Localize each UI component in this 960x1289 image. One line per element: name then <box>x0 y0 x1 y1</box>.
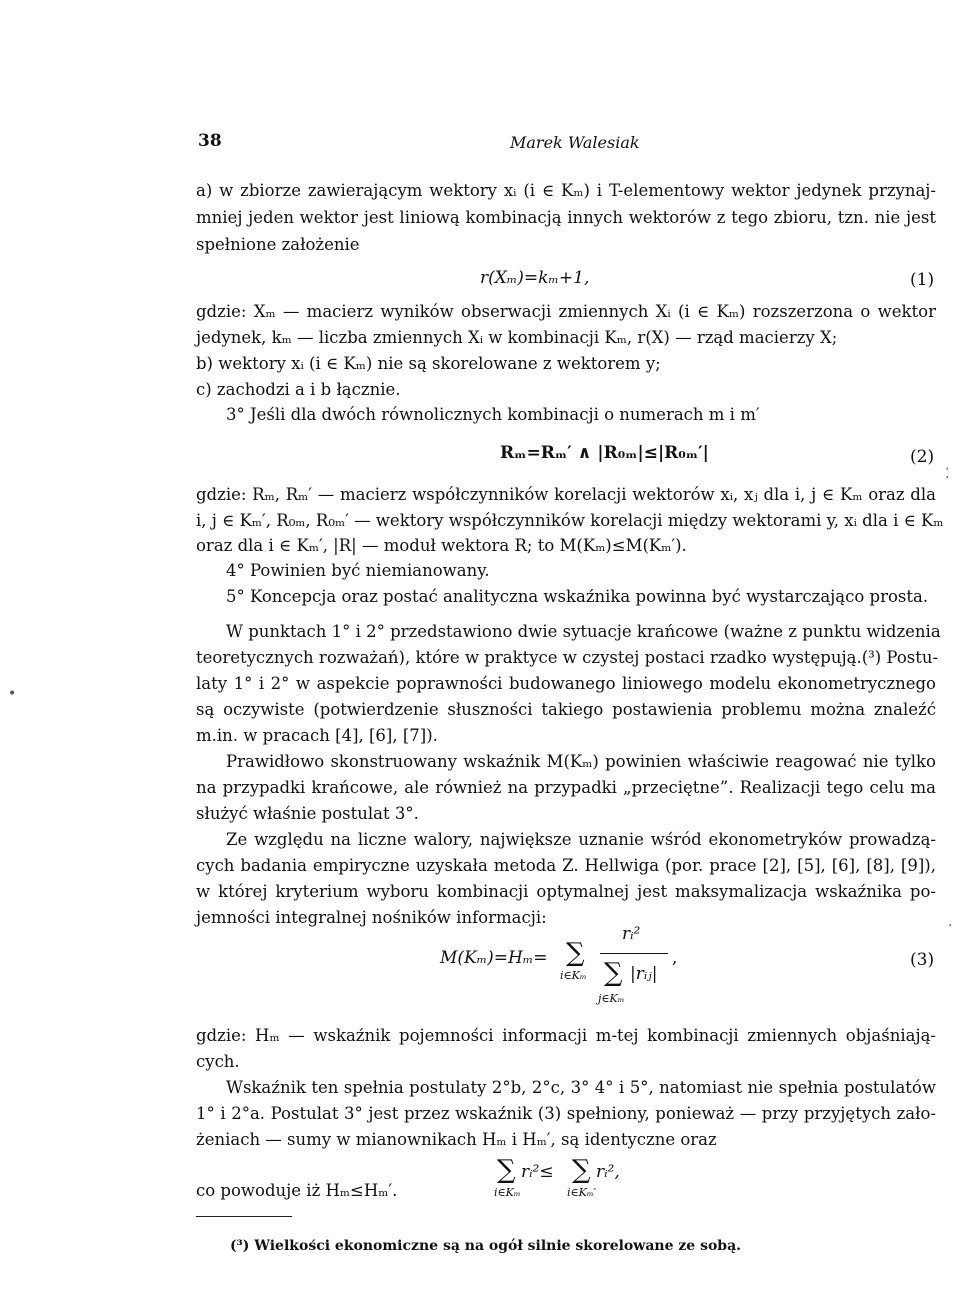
text-line: gdzie: Xₘ — macierz wyników obserwacji zmiennych Xᵢ (i ∈ Kₘ) rozszerzona o wektor <box>196 302 936 321</box>
text-line: 4° Powinien być niemianowany. <box>226 561 490 580</box>
text-line: cych badania empiryczne uzyskała metoda Z. Hellwiga (por. prace [2], [5], [6], [8], [9]), <box>196 856 936 875</box>
text-line: 3° Jeśli dla dwóch równolicznych kombinacji o numerach m i m′ <box>226 405 760 424</box>
sum-symbol: ∑ <box>566 938 585 968</box>
text-line: a) w zbiorze zawierającym wektory xᵢ (i ∈ Kₘ) i T-elementowy wektor jedynek przynaj- <box>196 181 936 200</box>
sum-symbol: ∑ <box>497 1155 516 1185</box>
equation-4-left: rᵢ²≤ <box>521 1162 554 1182</box>
sum-index: i∈Kₘ <box>560 969 587 982</box>
text-line: jedynek, kₘ — liczba zmiennych Xᵢ w kombinacji Kₘ, r(X) — rząd macierzy X; <box>196 328 838 347</box>
text-line: cych. <box>196 1052 240 1071</box>
text-line: w której kryterium wyboru kombinacji optymalnej jest maksymalizacja wskaźnika po- <box>196 882 936 901</box>
page-number: 38 <box>198 131 222 151</box>
equation-number: (2) <box>910 447 935 467</box>
text-line: b) wektory xᵢ (i ∈ Kₘ) nie są skorelowane z wektorem y; <box>196 354 661 373</box>
equation-1: r(Xₘ)=kₘ+1, <box>480 268 590 288</box>
fraction-numerator: rᵢ² <box>622 924 641 944</box>
text-line: jemności integralnej nośników informacji: <box>196 908 547 927</box>
text-line: Prawidłowo skonstruowany wskaźnik M(Kₘ) powinien właściwie reagować nie tylko <box>226 752 936 771</box>
text-line: gdzie: Rₘ, Rₘ′ — macierz współczynników korelacji wektorów xᵢ, xⱼ dla i, j ∈ Kₘ oraz dla <box>196 485 936 504</box>
text-line: m.in. w pracach [4], [6], [7]). <box>196 726 438 745</box>
equation-4-right: rᵢ², <box>596 1162 620 1182</box>
text-line: i, j ∈ Kₘ′, R₀ₘ, R₀ₘ′ — wektory współczynników korelacji między wektorami y, xᵢ dla i ∈ Kₘ <box>196 511 944 530</box>
equation-number: (3) <box>910 950 935 970</box>
text-line: 1° i 2°a. Postulat 3° jest przez wskaźnik (3) spełniony, ponieważ — przy przyjętych zało- <box>196 1104 936 1123</box>
text-line: 5° Koncepcja oraz postać analityczna wskaźnika powinna być wystarczająco prosta. <box>226 587 929 606</box>
text-line: laty 1° i 2° w aspekcie poprawności budowanego liniowego modelu ekonometrycznego <box>196 674 936 693</box>
sum-symbol: ∑ <box>604 958 623 988</box>
sum-index: i∈Kₘ <box>494 1186 521 1199</box>
text-line: na przypadki krańcowe, ale również na przypadki „przeciętne”. Realizacji tego celu ma <box>196 778 936 797</box>
equation-2: Rₘ=Rₘ′ ∧ |R₀ₘ|≤|R₀ₘ′| <box>500 443 709 463</box>
text-line: co powoduje iż Hₘ≤Hₘ′. <box>196 1181 398 1200</box>
running-title: Marek Walesiak <box>510 133 640 152</box>
scan-speck: ⁚ <box>945 466 950 482</box>
text-line: żeniach — sumy w mianownikach Hₘ i Hₘ′, są identyczne oraz <box>196 1130 717 1149</box>
footnote-rule <box>196 1216 292 1217</box>
text-line: spełnione założenie <box>196 235 360 254</box>
comma: , <box>672 948 678 968</box>
text-line: oraz dla i ∈ Kₘ′, |R| — moduł wektora R; to M(Kₘ)≤M(Kₘ′). <box>196 536 687 555</box>
equation-lhs: M(Kₘ)=Hₘ= <box>440 948 548 968</box>
sum-index: i∈Kₘ′ <box>567 1186 597 1199</box>
text-line: służyć właśnie postulat 3°. <box>196 804 419 823</box>
text-line: c) zachodzi a i b łącznie. <box>196 380 401 399</box>
equation-number: (1) <box>910 270 935 290</box>
text-line: teoretycznych rozważań), które w praktyce w czystej postaci rzadko występują.(³) Postu- <box>196 648 939 667</box>
footnote: (³) Wielkości ekonomiczne są na ogół silnie skorelowane ze sobą. <box>230 1238 742 1254</box>
scan-speck: • <box>8 686 17 702</box>
scan-speck: · <box>948 918 953 934</box>
text-line: mniej jeden wektor jest liniową kombinacją innych wektorów z tego zbioru, tzn. nie jest <box>196 208 936 227</box>
text-line: są oczywiste (potwierdzenie słuszności takiego postawienia problemu można znaleźć <box>196 700 936 719</box>
text-line: W punktach 1° i 2° przedstawiono dwie sytuacje krańcowe (ważne z punktu widzenia <box>226 622 941 641</box>
text-line: Wskaźnik ten spełnia postulaty 2°b, 2°c, 3° 4° i 5°, natomiast nie spełnia postulatów <box>226 1078 936 1097</box>
fraction-denominator: |rᵢⱼ| <box>630 964 658 984</box>
sum-symbol: ∑ <box>572 1155 591 1185</box>
text-line: gdzie: Hₘ — wskaźnik pojemności informacji m-tej kombinacji zmiennych objaśniają- <box>196 1026 936 1045</box>
fraction-bar <box>600 953 668 954</box>
sum-index: j∈Kₘ <box>598 992 625 1005</box>
text-line: Ze względu na liczne walory, największe uznanie wśród ekonometryków prowadzą- <box>226 830 936 849</box>
